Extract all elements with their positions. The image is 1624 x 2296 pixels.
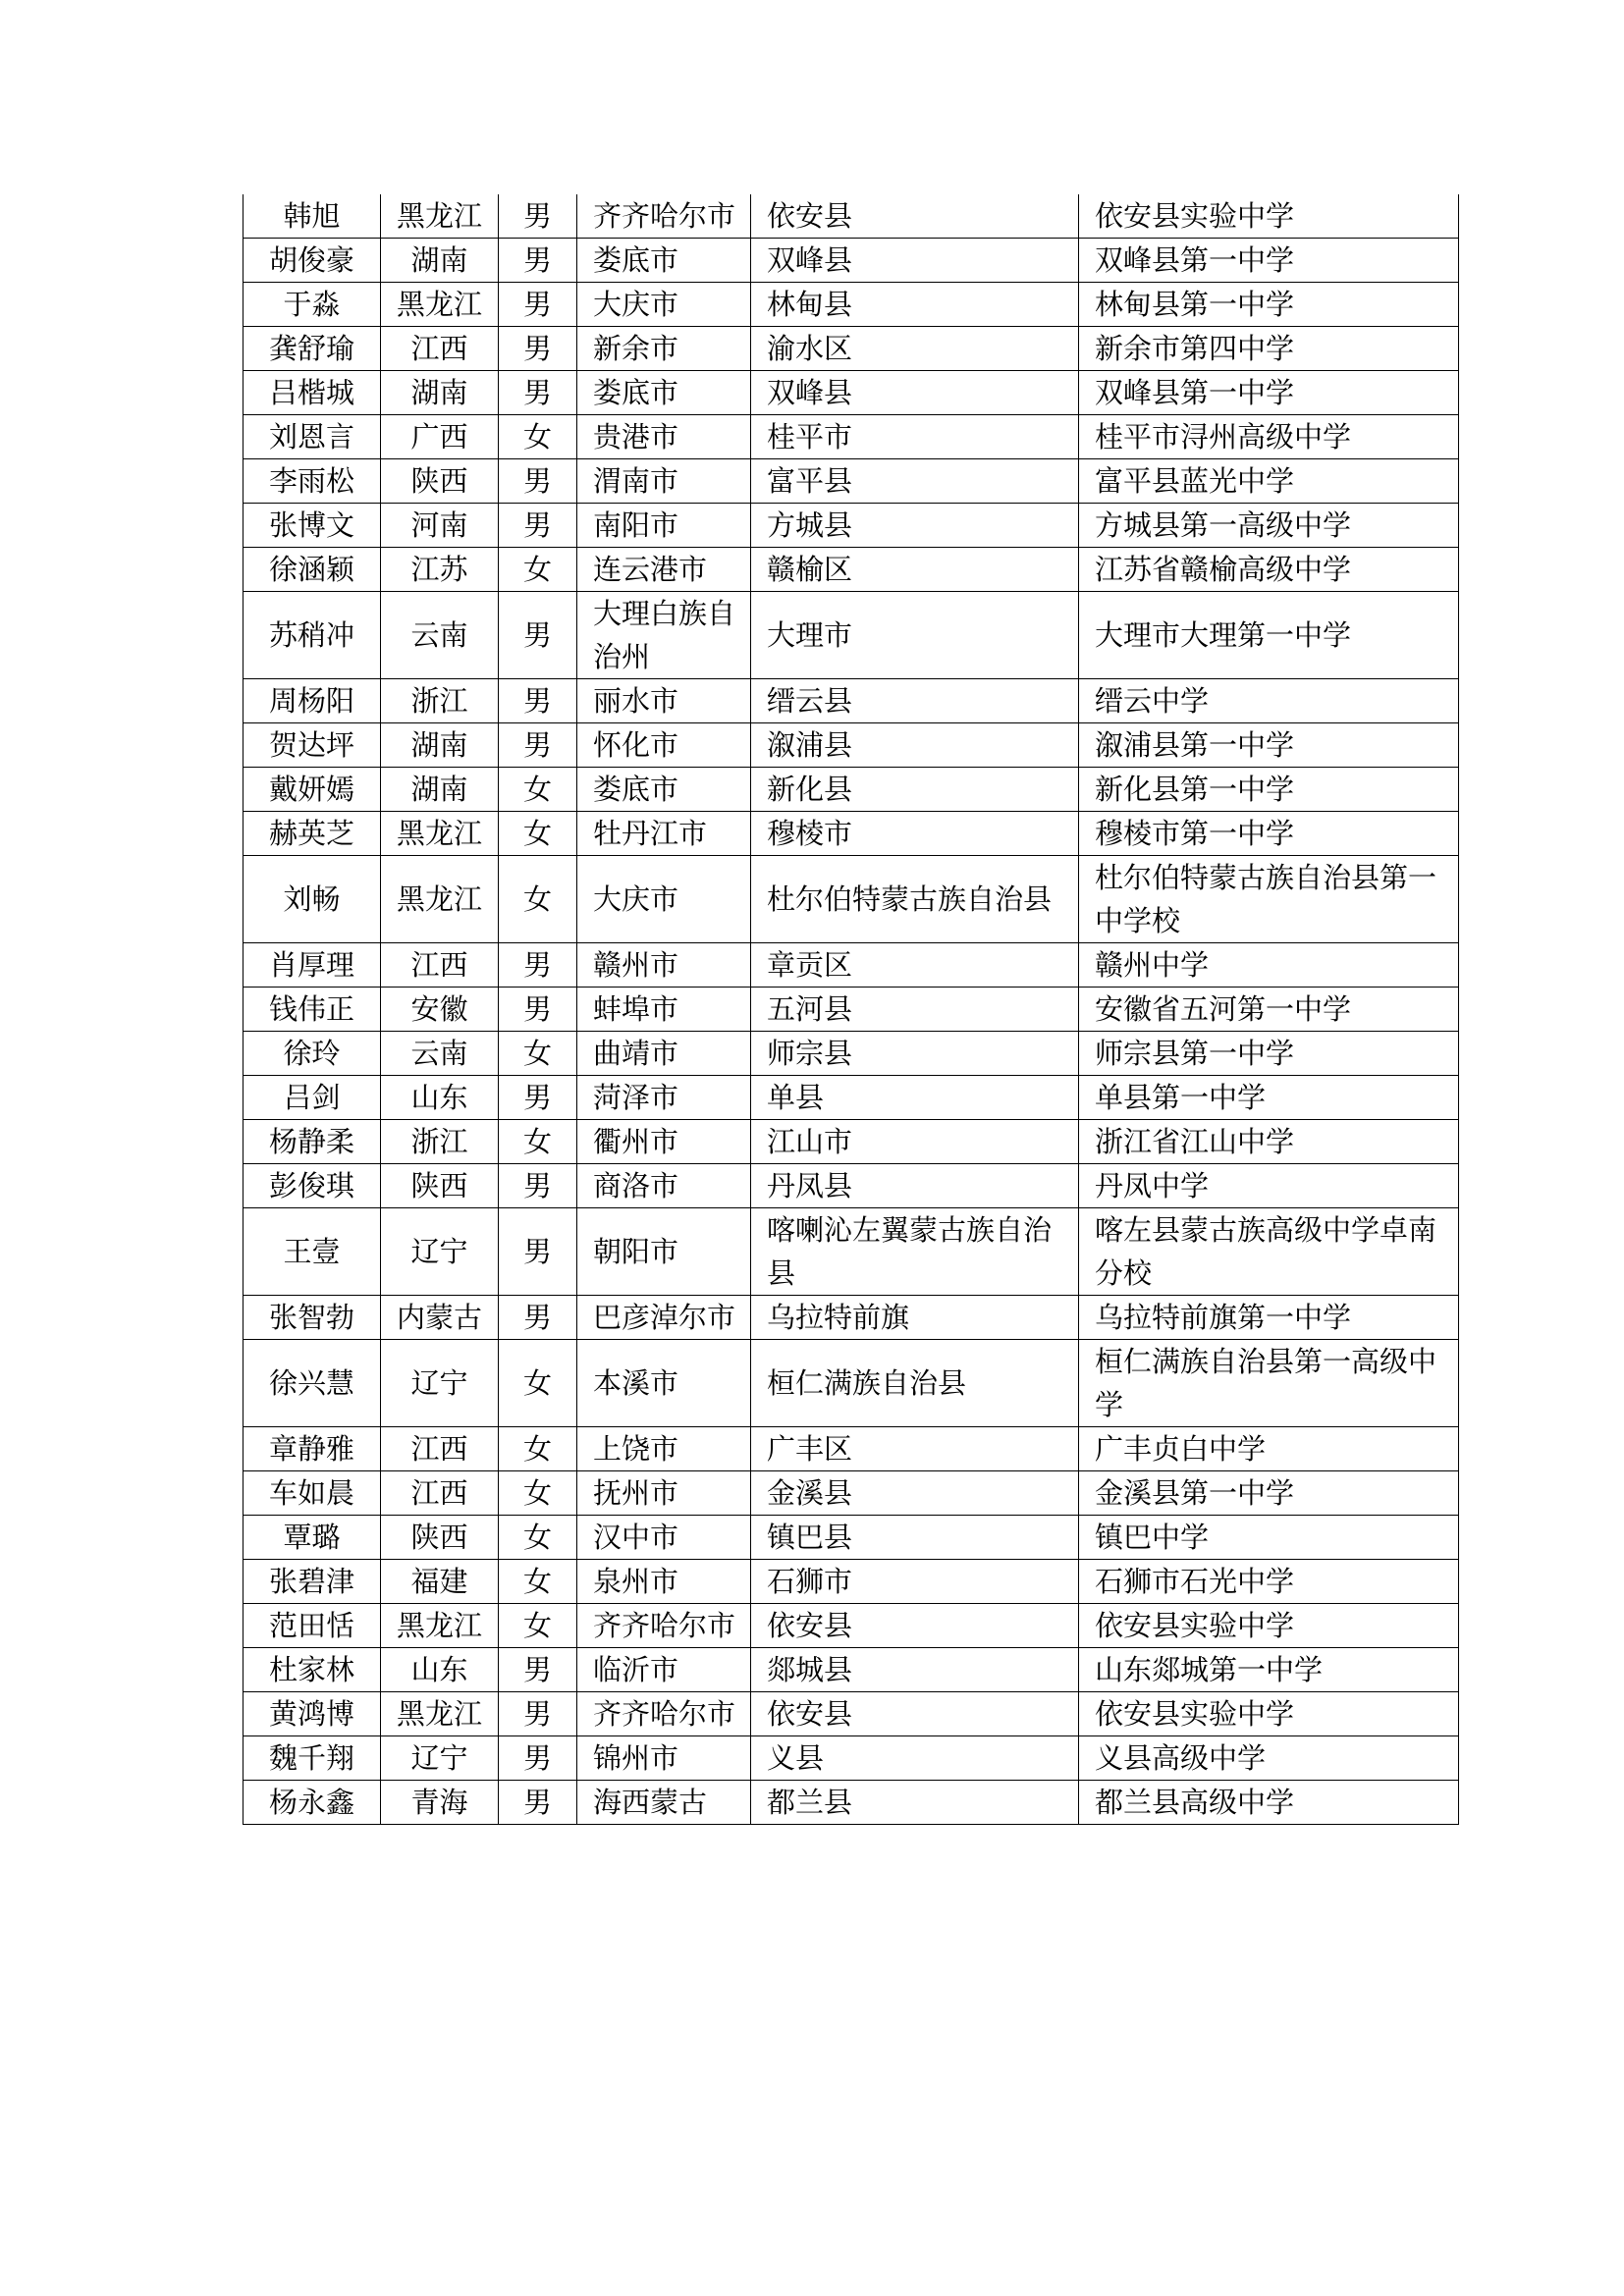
school-cell: 大理市大理第一中学 [1079, 592, 1459, 679]
county-cell: 缙云县 [751, 679, 1079, 723]
table-row [244, 371, 1459, 415]
gender-cell: 男 [499, 592, 577, 679]
name-cell: 赫英芝 [244, 812, 381, 856]
name-cell: 龚舒瑜 [244, 327, 381, 371]
city-cell: 曲靖市 [577, 1032, 751, 1076]
gender-cell: 男 [499, 459, 577, 504]
county-cell: 依安县 [751, 1604, 1079, 1648]
table-row [244, 1076, 1459, 1120]
name-cell: 徐兴慧 [244, 1340, 381, 1427]
name-cell: 彭俊琪 [244, 1164, 381, 1208]
city-cell: 渭南市 [577, 459, 751, 504]
school-cell: 乌拉特前旗第一中学 [1079, 1296, 1459, 1340]
gender-cell: 男 [499, 1736, 577, 1781]
name-cell: 范田恬 [244, 1604, 381, 1648]
county-cell: 单县 [751, 1076, 1079, 1120]
city-cell: 菏泽市 [577, 1076, 751, 1120]
name-cell: 韩旭 [244, 194, 381, 239]
province-cell: 辽宁 [381, 1340, 499, 1427]
province-cell: 广西 [381, 415, 499, 459]
school-cell: 双峰县第一中学 [1079, 239, 1459, 283]
name-cell: 魏千翔 [244, 1736, 381, 1781]
table-row [244, 1560, 1459, 1604]
county-cell: 乌拉特前旗 [751, 1296, 1079, 1340]
table-row [244, 856, 1459, 943]
province-cell: 河南 [381, 504, 499, 548]
city-cell: 贵港市 [577, 415, 751, 459]
name-cell: 张智勃 [244, 1296, 381, 1340]
city-cell: 泉州市 [577, 1560, 751, 1604]
name-cell: 李雨松 [244, 459, 381, 504]
name-cell: 黄鸿博 [244, 1692, 381, 1736]
province-cell: 青海 [381, 1781, 499, 1825]
gender-cell: 男 [499, 723, 577, 768]
city-cell: 上饶市 [577, 1427, 751, 1471]
province-cell: 湖南 [381, 239, 499, 283]
city-cell: 朝阳市 [577, 1208, 751, 1296]
name-cell: 车如晨 [244, 1471, 381, 1516]
name-cell: 徐涵颖 [244, 548, 381, 592]
school-cell: 师宗县第一中学 [1079, 1032, 1459, 1076]
school-cell: 溆浦县第一中学 [1079, 723, 1459, 768]
city-cell: 临沂市 [577, 1648, 751, 1692]
table-row [244, 592, 1459, 679]
name-cell: 张碧津 [244, 1560, 381, 1604]
county-cell: 溆浦县 [751, 723, 1079, 768]
city-cell: 蚌埠市 [577, 988, 751, 1032]
province-cell: 黑龙江 [381, 1692, 499, 1736]
table-row [244, 1296, 1459, 1340]
school-cell: 浙江省江山中学 [1079, 1120, 1459, 1164]
name-cell: 杜家林 [244, 1648, 381, 1692]
school-cell: 依安县实验中学 [1079, 1692, 1459, 1736]
county-cell: 五河县 [751, 988, 1079, 1032]
gender-cell: 女 [499, 548, 577, 592]
name-cell: 肖厚理 [244, 943, 381, 988]
table-row [244, 1032, 1459, 1076]
school-cell: 富平县蓝光中学 [1079, 459, 1459, 504]
gender-cell: 男 [499, 679, 577, 723]
province-cell: 黑龙江 [381, 194, 499, 239]
school-cell: 穆棱市第一中学 [1079, 812, 1459, 856]
county-cell: 杜尔伯特蒙古族自治县 [751, 856, 1079, 943]
province-cell: 福建 [381, 1560, 499, 1604]
county-cell: 大理市 [751, 592, 1079, 679]
county-cell: 穆棱市 [751, 812, 1079, 856]
county-cell: 镇巴县 [751, 1516, 1079, 1560]
gender-cell: 男 [499, 1076, 577, 1120]
gender-cell: 男 [499, 1692, 577, 1736]
province-cell: 黑龙江 [381, 856, 499, 943]
school-cell: 缙云中学 [1079, 679, 1459, 723]
county-cell: 都兰县 [751, 1781, 1079, 1825]
county-cell: 赣榆区 [751, 548, 1079, 592]
city-cell: 本溪市 [577, 1340, 751, 1427]
gender-cell: 女 [499, 1471, 577, 1516]
province-cell: 内蒙古 [381, 1296, 499, 1340]
province-cell: 山东 [381, 1648, 499, 1692]
school-cell: 桂平市浔州高级中学 [1079, 415, 1459, 459]
table-row [244, 1604, 1459, 1648]
city-cell: 齐齐哈尔市 [577, 1692, 751, 1736]
province-cell: 江西 [381, 327, 499, 371]
county-cell: 石狮市 [751, 1560, 1079, 1604]
table-row [244, 504, 1459, 548]
name-cell: 王壹 [244, 1208, 381, 1296]
table-row [244, 988, 1459, 1032]
county-cell: 金溪县 [751, 1471, 1079, 1516]
city-cell: 锦州市 [577, 1736, 751, 1781]
name-cell: 吕剑 [244, 1076, 381, 1120]
gender-cell: 男 [499, 504, 577, 548]
province-cell: 云南 [381, 592, 499, 679]
roster-table [243, 194, 1459, 1825]
gender-cell: 男 [499, 1208, 577, 1296]
province-cell: 陕西 [381, 1516, 499, 1560]
table-row [244, 283, 1459, 327]
table-row [244, 415, 1459, 459]
province-cell: 江西 [381, 1471, 499, 1516]
school-cell: 喀左县蒙古族高级中学卓南分校 [1079, 1208, 1459, 1296]
city-cell: 娄底市 [577, 768, 751, 812]
school-cell: 杜尔伯特蒙古族自治县第一中学校 [1079, 856, 1459, 943]
gender-cell: 男 [499, 283, 577, 327]
county-cell: 依安县 [751, 194, 1079, 239]
city-cell: 新余市 [577, 327, 751, 371]
county-cell: 渝水区 [751, 327, 1079, 371]
name-cell: 胡俊豪 [244, 239, 381, 283]
gender-cell: 女 [499, 1604, 577, 1648]
city-cell: 汉中市 [577, 1516, 751, 1560]
name-cell: 贺达坪 [244, 723, 381, 768]
table-row [244, 1692, 1459, 1736]
gender-cell: 男 [499, 1164, 577, 1208]
province-cell: 山东 [381, 1076, 499, 1120]
school-cell: 安徽省五河第一中学 [1079, 988, 1459, 1032]
table-row [244, 239, 1459, 283]
table-row [244, 1120, 1459, 1164]
city-cell: 大理白族自治州 [577, 592, 751, 679]
gender-cell: 男 [499, 327, 577, 371]
name-cell: 周杨阳 [244, 679, 381, 723]
school-cell: 新化县第一中学 [1079, 768, 1459, 812]
gender-cell: 男 [499, 943, 577, 988]
county-cell: 师宗县 [751, 1032, 1079, 1076]
name-cell: 杨静柔 [244, 1120, 381, 1164]
gender-cell: 男 [499, 239, 577, 283]
province-cell: 黑龙江 [381, 812, 499, 856]
county-cell: 广丰区 [751, 1427, 1079, 1471]
school-cell: 新余市第四中学 [1079, 327, 1459, 371]
gender-cell: 女 [499, 415, 577, 459]
school-cell: 金溪县第一中学 [1079, 1471, 1459, 1516]
name-cell: 钱伟正 [244, 988, 381, 1032]
name-cell: 刘恩言 [244, 415, 381, 459]
province-cell: 江西 [381, 943, 499, 988]
city-cell: 娄底市 [577, 239, 751, 283]
name-cell: 徐玲 [244, 1032, 381, 1076]
province-cell: 浙江 [381, 679, 499, 723]
school-cell: 石狮市石光中学 [1079, 1560, 1459, 1604]
name-cell: 张博文 [244, 504, 381, 548]
county-cell: 喀喇沁左翼蒙古族自治县 [751, 1208, 1079, 1296]
county-cell: 双峰县 [751, 239, 1079, 283]
school-cell: 桓仁满族自治县第一高级中学 [1079, 1340, 1459, 1427]
school-cell: 义县高级中学 [1079, 1736, 1459, 1781]
city-cell: 娄底市 [577, 371, 751, 415]
county-cell: 郯城县 [751, 1648, 1079, 1692]
gender-cell: 女 [499, 812, 577, 856]
name-cell: 吕楷城 [244, 371, 381, 415]
city-cell: 大庆市 [577, 283, 751, 327]
city-cell: 抚州市 [577, 1471, 751, 1516]
county-cell: 新化县 [751, 768, 1079, 812]
table-row [244, 812, 1459, 856]
province-cell: 江西 [381, 1427, 499, 1471]
table-row [244, 679, 1459, 723]
name-cell: 戴妍嫣 [244, 768, 381, 812]
school-cell: 广丰贞白中学 [1079, 1427, 1459, 1471]
table-row [244, 1648, 1459, 1692]
table-row [244, 1208, 1459, 1296]
city-cell: 齐齐哈尔市 [577, 194, 751, 239]
gender-cell: 女 [499, 856, 577, 943]
school-cell: 江苏省赣榆高级中学 [1079, 548, 1459, 592]
gender-cell: 女 [499, 1340, 577, 1427]
county-cell: 桂平市 [751, 415, 1079, 459]
city-cell: 丽水市 [577, 679, 751, 723]
table-row [244, 1340, 1459, 1427]
school-cell: 方城县第一高级中学 [1079, 504, 1459, 548]
table-row [244, 327, 1459, 371]
school-cell: 山东郯城第一中学 [1079, 1648, 1459, 1692]
county-cell: 依安县 [751, 1692, 1079, 1736]
province-cell: 云南 [381, 1032, 499, 1076]
county-cell: 林甸县 [751, 283, 1079, 327]
county-cell: 方城县 [751, 504, 1079, 548]
school-cell: 都兰县高级中学 [1079, 1781, 1459, 1825]
table-row [244, 459, 1459, 504]
county-cell: 桓仁满族自治县 [751, 1340, 1079, 1427]
gender-cell: 男 [499, 371, 577, 415]
school-cell: 单县第一中学 [1079, 1076, 1459, 1120]
table-row [244, 768, 1459, 812]
gender-cell: 女 [499, 1516, 577, 1560]
gender-cell: 女 [499, 1032, 577, 1076]
city-cell: 商洛市 [577, 1164, 751, 1208]
county-cell: 江山市 [751, 1120, 1079, 1164]
county-cell: 义县 [751, 1736, 1079, 1781]
city-cell: 牡丹江市 [577, 812, 751, 856]
county-cell: 丹凤县 [751, 1164, 1079, 1208]
province-cell: 湖南 [381, 371, 499, 415]
city-cell: 怀化市 [577, 723, 751, 768]
province-cell: 浙江 [381, 1120, 499, 1164]
name-cell: 章静雅 [244, 1427, 381, 1471]
province-cell: 湖南 [381, 768, 499, 812]
table-row [244, 1736, 1459, 1781]
gender-cell: 男 [499, 194, 577, 239]
province-cell: 黑龙江 [381, 283, 499, 327]
city-cell: 赣州市 [577, 943, 751, 988]
city-cell: 衢州市 [577, 1120, 751, 1164]
gender-cell: 男 [499, 1781, 577, 1825]
gender-cell: 女 [499, 1427, 577, 1471]
name-cell: 覃璐 [244, 1516, 381, 1560]
city-cell: 大庆市 [577, 856, 751, 943]
province-cell: 黑龙江 [381, 1604, 499, 1648]
county-cell: 富平县 [751, 459, 1079, 504]
province-cell: 湖南 [381, 723, 499, 768]
school-cell: 林甸县第一中学 [1079, 283, 1459, 327]
table-row [244, 943, 1459, 988]
school-cell: 依安县实验中学 [1079, 194, 1459, 239]
gender-cell: 男 [499, 1296, 577, 1340]
table-row [244, 1471, 1459, 1516]
county-cell: 章贡区 [751, 943, 1079, 988]
school-cell: 双峰县第一中学 [1079, 371, 1459, 415]
gender-cell: 男 [499, 1648, 577, 1692]
city-cell: 巴彦淖尔市 [577, 1296, 751, 1340]
table-row [244, 194, 1459, 239]
table-row [244, 1427, 1459, 1471]
province-cell: 江苏 [381, 548, 499, 592]
name-cell: 于淼 [244, 283, 381, 327]
county-cell: 双峰县 [751, 371, 1079, 415]
city-cell: 海西蒙古 [577, 1781, 751, 1825]
school-cell: 赣州中学 [1079, 943, 1459, 988]
province-cell: 辽宁 [381, 1208, 499, 1296]
table-row [244, 548, 1459, 592]
city-cell: 南阳市 [577, 504, 751, 548]
table-row [244, 1164, 1459, 1208]
school-cell: 镇巴中学 [1079, 1516, 1459, 1560]
name-cell: 杨永鑫 [244, 1781, 381, 1825]
province-cell: 辽宁 [381, 1736, 499, 1781]
table-row [244, 1516, 1459, 1560]
province-cell: 安徽 [381, 988, 499, 1032]
city-cell: 齐齐哈尔市 [577, 1604, 751, 1648]
table-row [244, 723, 1459, 768]
province-cell: 陕西 [381, 1164, 499, 1208]
table-row [244, 1781, 1459, 1825]
name-cell: 苏稍冲 [244, 592, 381, 679]
gender-cell: 女 [499, 768, 577, 812]
school-cell: 依安县实验中学 [1079, 1604, 1459, 1648]
gender-cell: 女 [499, 1120, 577, 1164]
city-cell: 连云港市 [577, 548, 751, 592]
school-cell: 丹凤中学 [1079, 1164, 1459, 1208]
province-cell: 陕西 [381, 459, 499, 504]
name-cell: 刘畅 [244, 856, 381, 943]
gender-cell: 女 [499, 1560, 577, 1604]
gender-cell: 男 [499, 988, 577, 1032]
